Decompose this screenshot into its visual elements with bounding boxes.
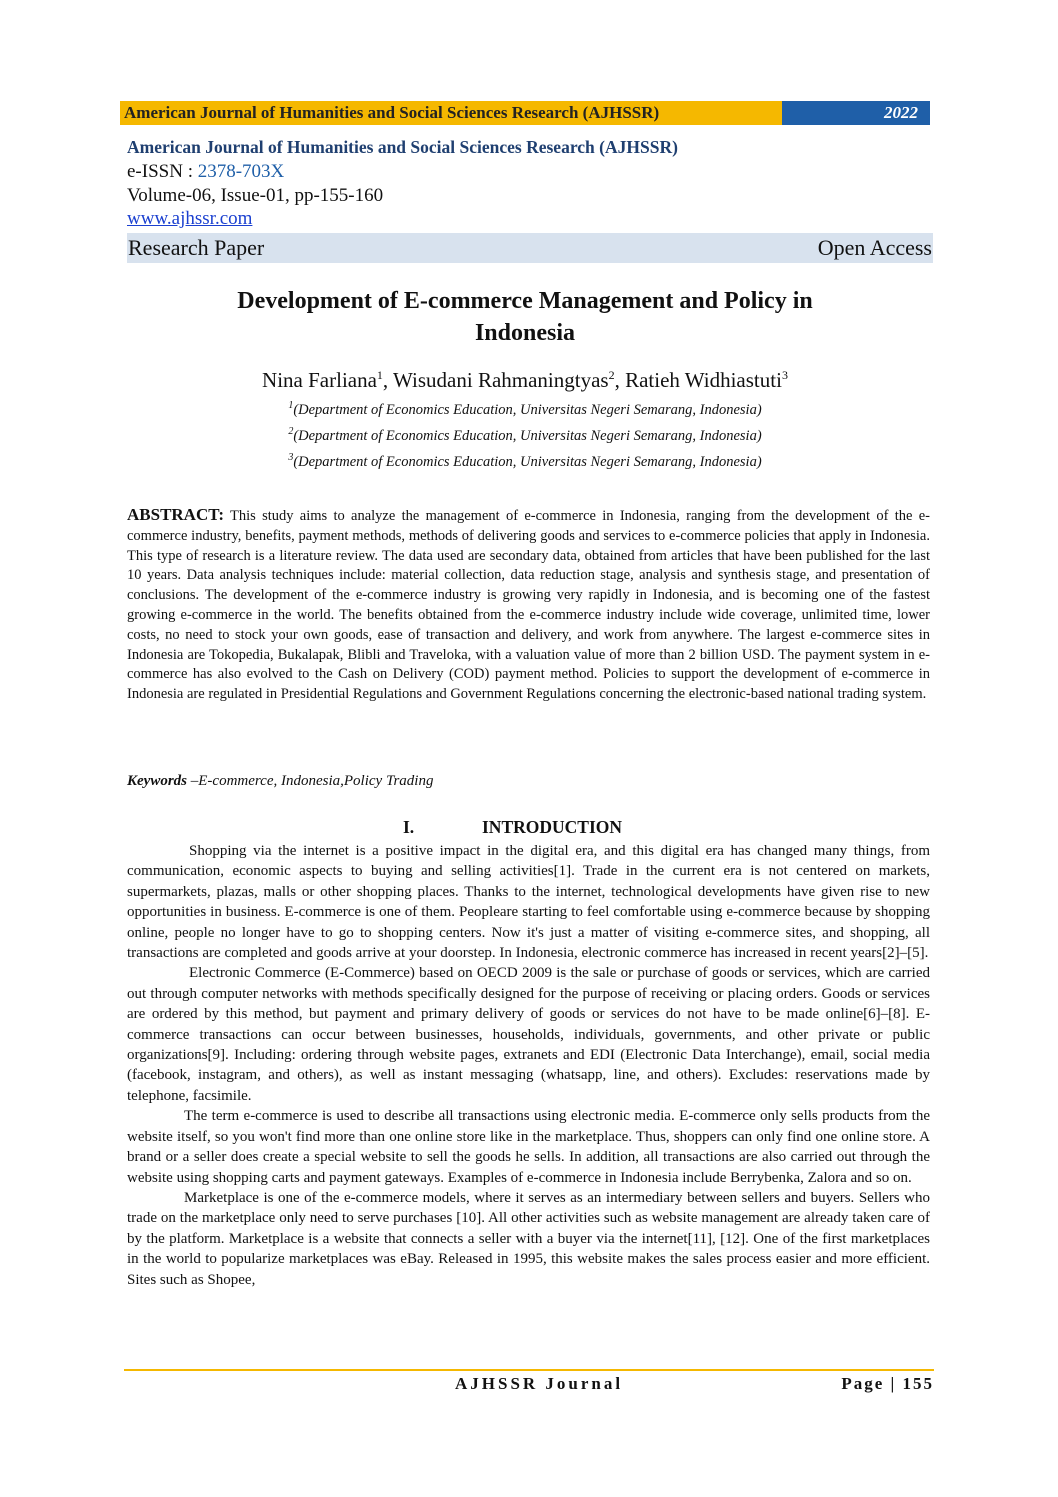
access-type: Open Access xyxy=(817,235,932,260)
body-paragraph: Electronic Commerce (E-Commerce) based on OECD 2009 is the sale or purchase of goods or services, which are carried out through computer networks with methods specifically designed for the purpose of receiving or placing orders. Goods or services are ordered by this method, but payment and primary delivery of goods or services do not have to be made online[6]–[8]. E-commerce transactions can occur between businesses, households, individuals, governments, and other private or public organizations[9]. Including: ordering through website pages, extranets and EDI (Electronic Data Interchange), email, social media (facebook, instagram, and others), as well as instant messaging (whatsapp, line, and others). Excludes: reservations made by telephone, facsimile. xyxy=(127,965,930,1104)
title-line-2: Indonesia xyxy=(474,320,576,346)
paper-type-bar xyxy=(127,233,933,263)
affiliation-text: (Department of Economics Education, Universitas Negeri Semarang, Indonesia) xyxy=(293,401,762,418)
affiliation xyxy=(120,421,930,447)
header-journal-name: American Journal of Humanities and Social Sciences Research (AJHSSR) xyxy=(120,101,782,125)
affiliation-sup: 3 xyxy=(288,451,294,463)
affiliation-text: (Department of Economics Education, Universitas Negeri Semarang, Indonesia) xyxy=(293,453,762,470)
affiliation-sup: 2 xyxy=(288,425,294,437)
affiliation xyxy=(120,447,930,473)
volume-line: Volume-06, Issue-01, pp-155-160 xyxy=(127,185,384,206)
abstract-label: ABSTRACT: xyxy=(127,505,224,524)
section-title: INTRODUCTION xyxy=(482,817,623,837)
section-number: I. xyxy=(403,817,415,837)
footer-page xyxy=(841,1374,934,1394)
affiliations xyxy=(120,395,930,472)
keywords-label: Keywords xyxy=(127,773,187,789)
title-line-1: Development of E-commerce Management and Policy in xyxy=(237,288,813,314)
journal-header-band xyxy=(120,101,930,125)
section-body xyxy=(127,841,930,1290)
author-name: Ratieh Widhiastuti xyxy=(625,368,782,392)
author-sup: 1 xyxy=(376,368,383,382)
affiliation xyxy=(120,395,930,421)
body-paragraph: Shopping via the internet is a positive impact in the digital era, and this digital era has changed many things, from communication, economic aspects to buying and selling activities[1]. Trade in the current era is not centered on markets, supermarkets, plazas, malls or other shopping places. Thanks to the internet, technological developments have given rise to new opportunities in business. E-commerce is one of them. Peopleare starting to feel comfortable using e-commerce because by shopping online, people no longer have to go to shopping centers. Now it's just a matter of visiting e-commerce sites, and shopping, all transactions are completed and goods arrive at your doorstep. In Indonesia, electronic commerce has increased in recent years[2]–[5]. xyxy=(127,843,930,962)
journal-meta xyxy=(127,134,933,263)
page-label: Page | xyxy=(841,1374,903,1393)
meta-journal-name: American Journal of Humanities and Social Sciences Research (AJHSSR) xyxy=(127,137,678,157)
body-paragraph: Marketplace is one of the e-commerce models, where it serves as an intermediary between sellers and buyers. Sellers who trade on the marketplace only need to serve purchases [10]. All other activities such as website management are already taken care of by the platform. Marketplace is a website that connects a seller with a buyer via the internet[11], [12]. One of the first marketplaces in the world to popularize marketplaces was eBay. Released in 1995, this website makes the sales process easier and more efficient. Sites such as Shopee, xyxy=(127,1189,930,1288)
website-link[interactable]: www.ajhssr.com xyxy=(127,208,253,229)
author-name: Nina Farliana xyxy=(262,368,377,392)
issn-line xyxy=(127,160,933,184)
abstract-text: This study aims to analyze the management of e-commerce in Indonesia, ranging from the development of the e-commerce industry, benefits, payment methods, methods of delivering goods and services to e-commerce policies that apply in Indonesia. This type of research is a literature review. The data used are secondary data, obtained from articles that have been published for the last 10 years. Data analysis techniques include: material collection, data reduction stage, analysis and synthesis stage, and presentation of conclusions. The development of the e-commerce industry is growing very rapidly in Indonesia, and is becoming one of the fastest growing e-commerce in the world. The benefits obtained from the e-commerce industry include wide coverage, unlimited time, lower costs, no need to stock your own goods, ease of transaction and delivery, and work from anywhere. The largest e-commerce sites in Indonesia are Tokopedia, Bukalapak, Blibli and Traveloka, with a valuation value of more than 2 billion USD. The payment system in e-commerce has also evolved to the Cash on Delivery (COD) payment method. Policies to support the development of e-commerce in Indonesia are regulated in Presidential Regulations and Government Regulations concerning the electronic-based national trading system. xyxy=(127,508,930,703)
affiliation-text: (Department of Economics Education, Universitas Negeri Semarang, Indonesia) xyxy=(293,427,762,444)
affiliation-sup: 1 xyxy=(288,400,294,411)
author-sup: 2 xyxy=(608,368,615,382)
paper-title xyxy=(120,285,930,349)
footer-journal: AJHSSR Journal xyxy=(455,1374,624,1393)
issn-label: e-ISSN : xyxy=(127,161,198,182)
header-year: 2022 xyxy=(782,101,930,125)
author-name: Wisudani Rahmaningtyas xyxy=(393,368,609,392)
keywords-text: –E-commerce, Indonesia,Policy Trading xyxy=(187,773,434,789)
author-list: Nina Farliana$^1$, Wisudani Rahmaningtyas$^2$, Ratieh Widhiastuti$^3$ xyxy=(262,368,788,392)
abstract xyxy=(127,505,930,705)
footer-divider xyxy=(124,1369,934,1371)
issn-value: 2378-703X xyxy=(197,161,285,182)
author-sup: 3 xyxy=(781,368,788,382)
page-number: 155 xyxy=(902,1374,934,1393)
paper-type: Research Paper xyxy=(128,235,265,260)
keywords xyxy=(127,773,930,790)
body-paragraph: The term e-commerce is used to describe all transactions using electronic media. E-commerce only sells products from the website itself, so you won't find more than one online store like in the marketplace. Thus, shoppers can only find one online store. A brand or a seller does create a special website to sell the goods he sells. In addition, all transactions are also carried out through the website using shopping carts and payment gateways. Examples of e-commerce in Indonesia include Berrybenka, Zalora and so on. xyxy=(127,1108,930,1186)
